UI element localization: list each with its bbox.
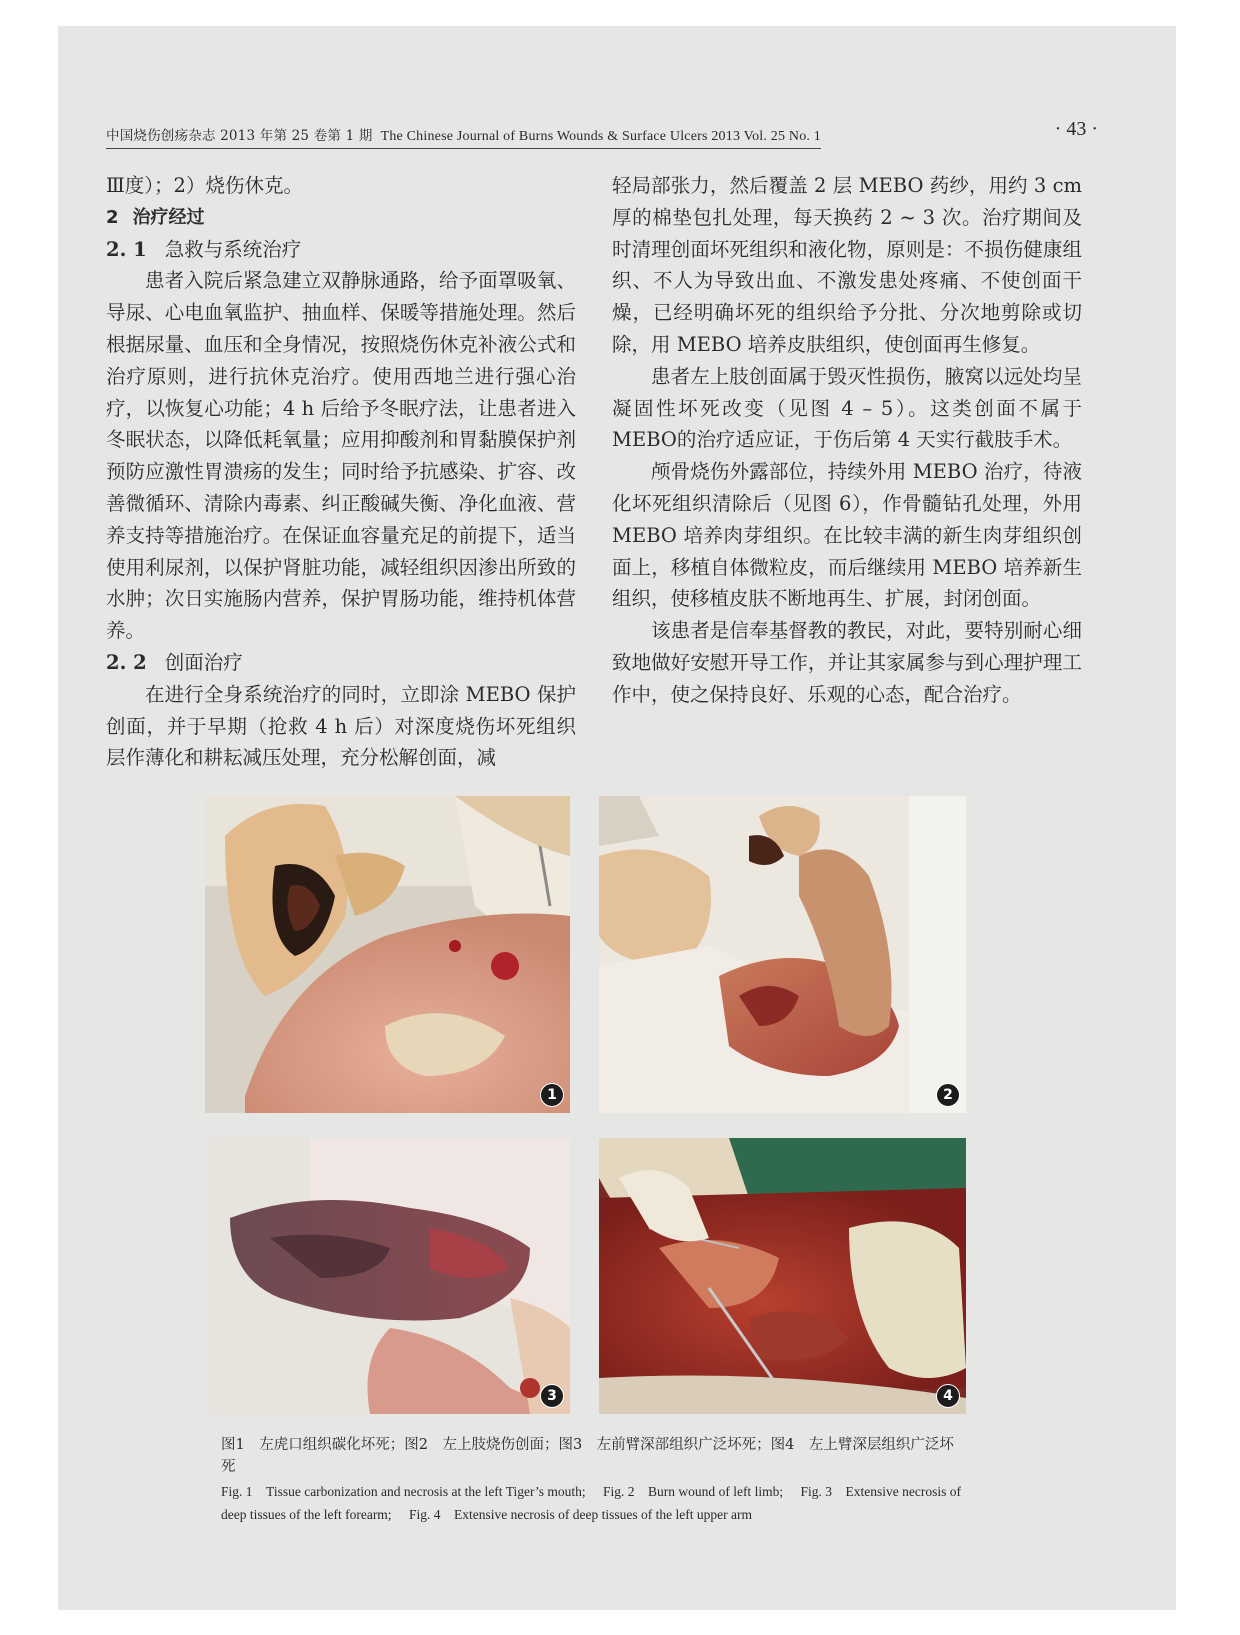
left-column (106, 170, 576, 774)
journal-citation (106, 124, 821, 149)
subsection-number: 2. 2 (106, 650, 147, 674)
section-title: 治疗经过 (132, 206, 205, 228)
figure-2-image (599, 796, 966, 1113)
paragraph-amputation: 患者左上肢创面属于毁灭性损伤，腋窝以远处均呈凝固性坏死改变（见图 4 – 5）。这类创面不属于MEBO的治疗适应证，于伤后第 4 天实行截肢手术。 (612, 364, 1082, 452)
paragraph-emergency-treatment: 患者入院后紧急建立双静脉通路，给予面罩吸氧、导尿、心电血氧监护、抽血样、保暖等措施处理。然后根据尿量、血压和全身情况，按照烧伤休克补液公式和治疗原则，进行抗休克治疗。使用西地兰进行强心治疗，以恢复心功能；4 h 后给予冬眠疗法，让患者进入冬眠状态，以降低耗氧量；应用抑酸剂和胃黏膜保护剂预防应激性胃溃疡的发生；同时给予抗感染、扩容、改善微循环、清除内毒素、纠正酸碱失衡、净化血液、营养支持等措施治疗。在保证血容量充足的前提下，适当使用利尿剂，以保护肾脏功能，减轻组织因渗出所致的水肿；次日实施肠内营养，保护胃肠功能，维持机体营养。 (106, 269, 576, 643)
paragraph-wound-treatment: 在进行全身系统治疗的同时，立即涂 MEBO 保护创面，并于早期（抢救 4 h 后）对深度烧伤坏死组织层作薄化和耕耘减压处理，充分松解创面，减 (106, 682, 576, 770)
journal-name-en: The Chinese Journal of Burns Wounds & Surface Ulcers 2013 Vol. 25 No. 1 (380, 129, 821, 144)
caption-fig3-en: Fig. 3 Extensive necrosis of deep tissues of the left forearm; (221, 1484, 962, 1522)
subsection-heading-2-1 (106, 234, 576, 266)
figure-1-photo (205, 796, 570, 1113)
section-heading-2 (106, 202, 576, 234)
figure-1-image (205, 796, 570, 1113)
page-number: · 43 · (1054, 118, 1098, 140)
right-column (612, 170, 1082, 711)
subsection-title: 急救与系统治疗 (164, 237, 302, 261)
section-number: 2 (106, 206, 119, 228)
paragraph-psychological-care: 该患者是信奉基督教的教民，对此，要特别耐心细致地做好安慰开导工作，并让其家属参与到心理护理工作中，使之保持良好、乐观的心态，配合治疗。 (612, 619, 1082, 706)
figure-caption-en (221, 1480, 961, 1526)
figure-3-photo (210, 1138, 570, 1414)
figure-caption-cn: 图1 左虎口组织碳化坏死；图2 左上肢烧伤创面；图3 左前臂深部组织广泛坏死；图4 左上臂深层组织广泛坏死 (221, 1437, 954, 1475)
figure-3-image (210, 1138, 570, 1414)
running-header (106, 118, 1126, 146)
subsection-number: 2. 1 (106, 237, 147, 261)
journal-name-cn: 中国烧伤创疡杂志 2013 年第 25 卷第 1 期 (106, 128, 373, 144)
figure-2-photo (599, 796, 966, 1113)
carryover-line: Ⅲ度）；2）烧伤休克。 (106, 174, 303, 197)
figure-4-badge: 4 (936, 1384, 960, 1408)
paragraph-continued: 轻局部张力，然后覆盖 2 层 MEBO 药纱，用约 3 cm 厚的棉垫包扎处理，每天换药 2 ~ 3 次。治疗期间及时清理创面坏死组织和液化物，原则是：不损伤健康组织、不人为导致出血、不激发患处疼痛、不使创面干燥，已经明确坏死的组织给予分批、分次地剪除或切除，用 MEBO 培养皮肤组织，使创面再生修复。 (612, 174, 1082, 356)
figure-1-badge: 1 (540, 1083, 564, 1107)
caption-fig1-en: Fig. 1 Tissue carbonization and necrosis at the left Tiger’s mouth; (221, 1484, 586, 1499)
caption-fig4-en: Fig. 4 Extensive necrosis of deep tissues of the left upper arm (408, 1507, 752, 1522)
subsection-heading-2-2 (106, 647, 576, 679)
paragraph-skull-treatment: 颅骨烧伤外露部位，持续外用 MEBO 治疗，待液化坏死组织清除后（见图 6），作骨髓钻孔处理，外用 MEBO 培养肉芽组织。在比较丰满的新生肉芽组织创面上，移植自体微粒皮，而后继续用 MEBO 培养新生组织，使移植皮肤不断地再生、扩展，封闭创面。 (612, 460, 1082, 611)
caption-fig2-en: Fig. 2 Burn wound of left limb; (603, 1484, 784, 1499)
figure-4-photo (599, 1138, 966, 1414)
figure-4-image (599, 1138, 966, 1414)
subsection-title: 创面治疗 (164, 650, 243, 674)
figure-3-badge: 3 (540, 1384, 564, 1408)
figure-2-badge: 2 (936, 1083, 960, 1107)
